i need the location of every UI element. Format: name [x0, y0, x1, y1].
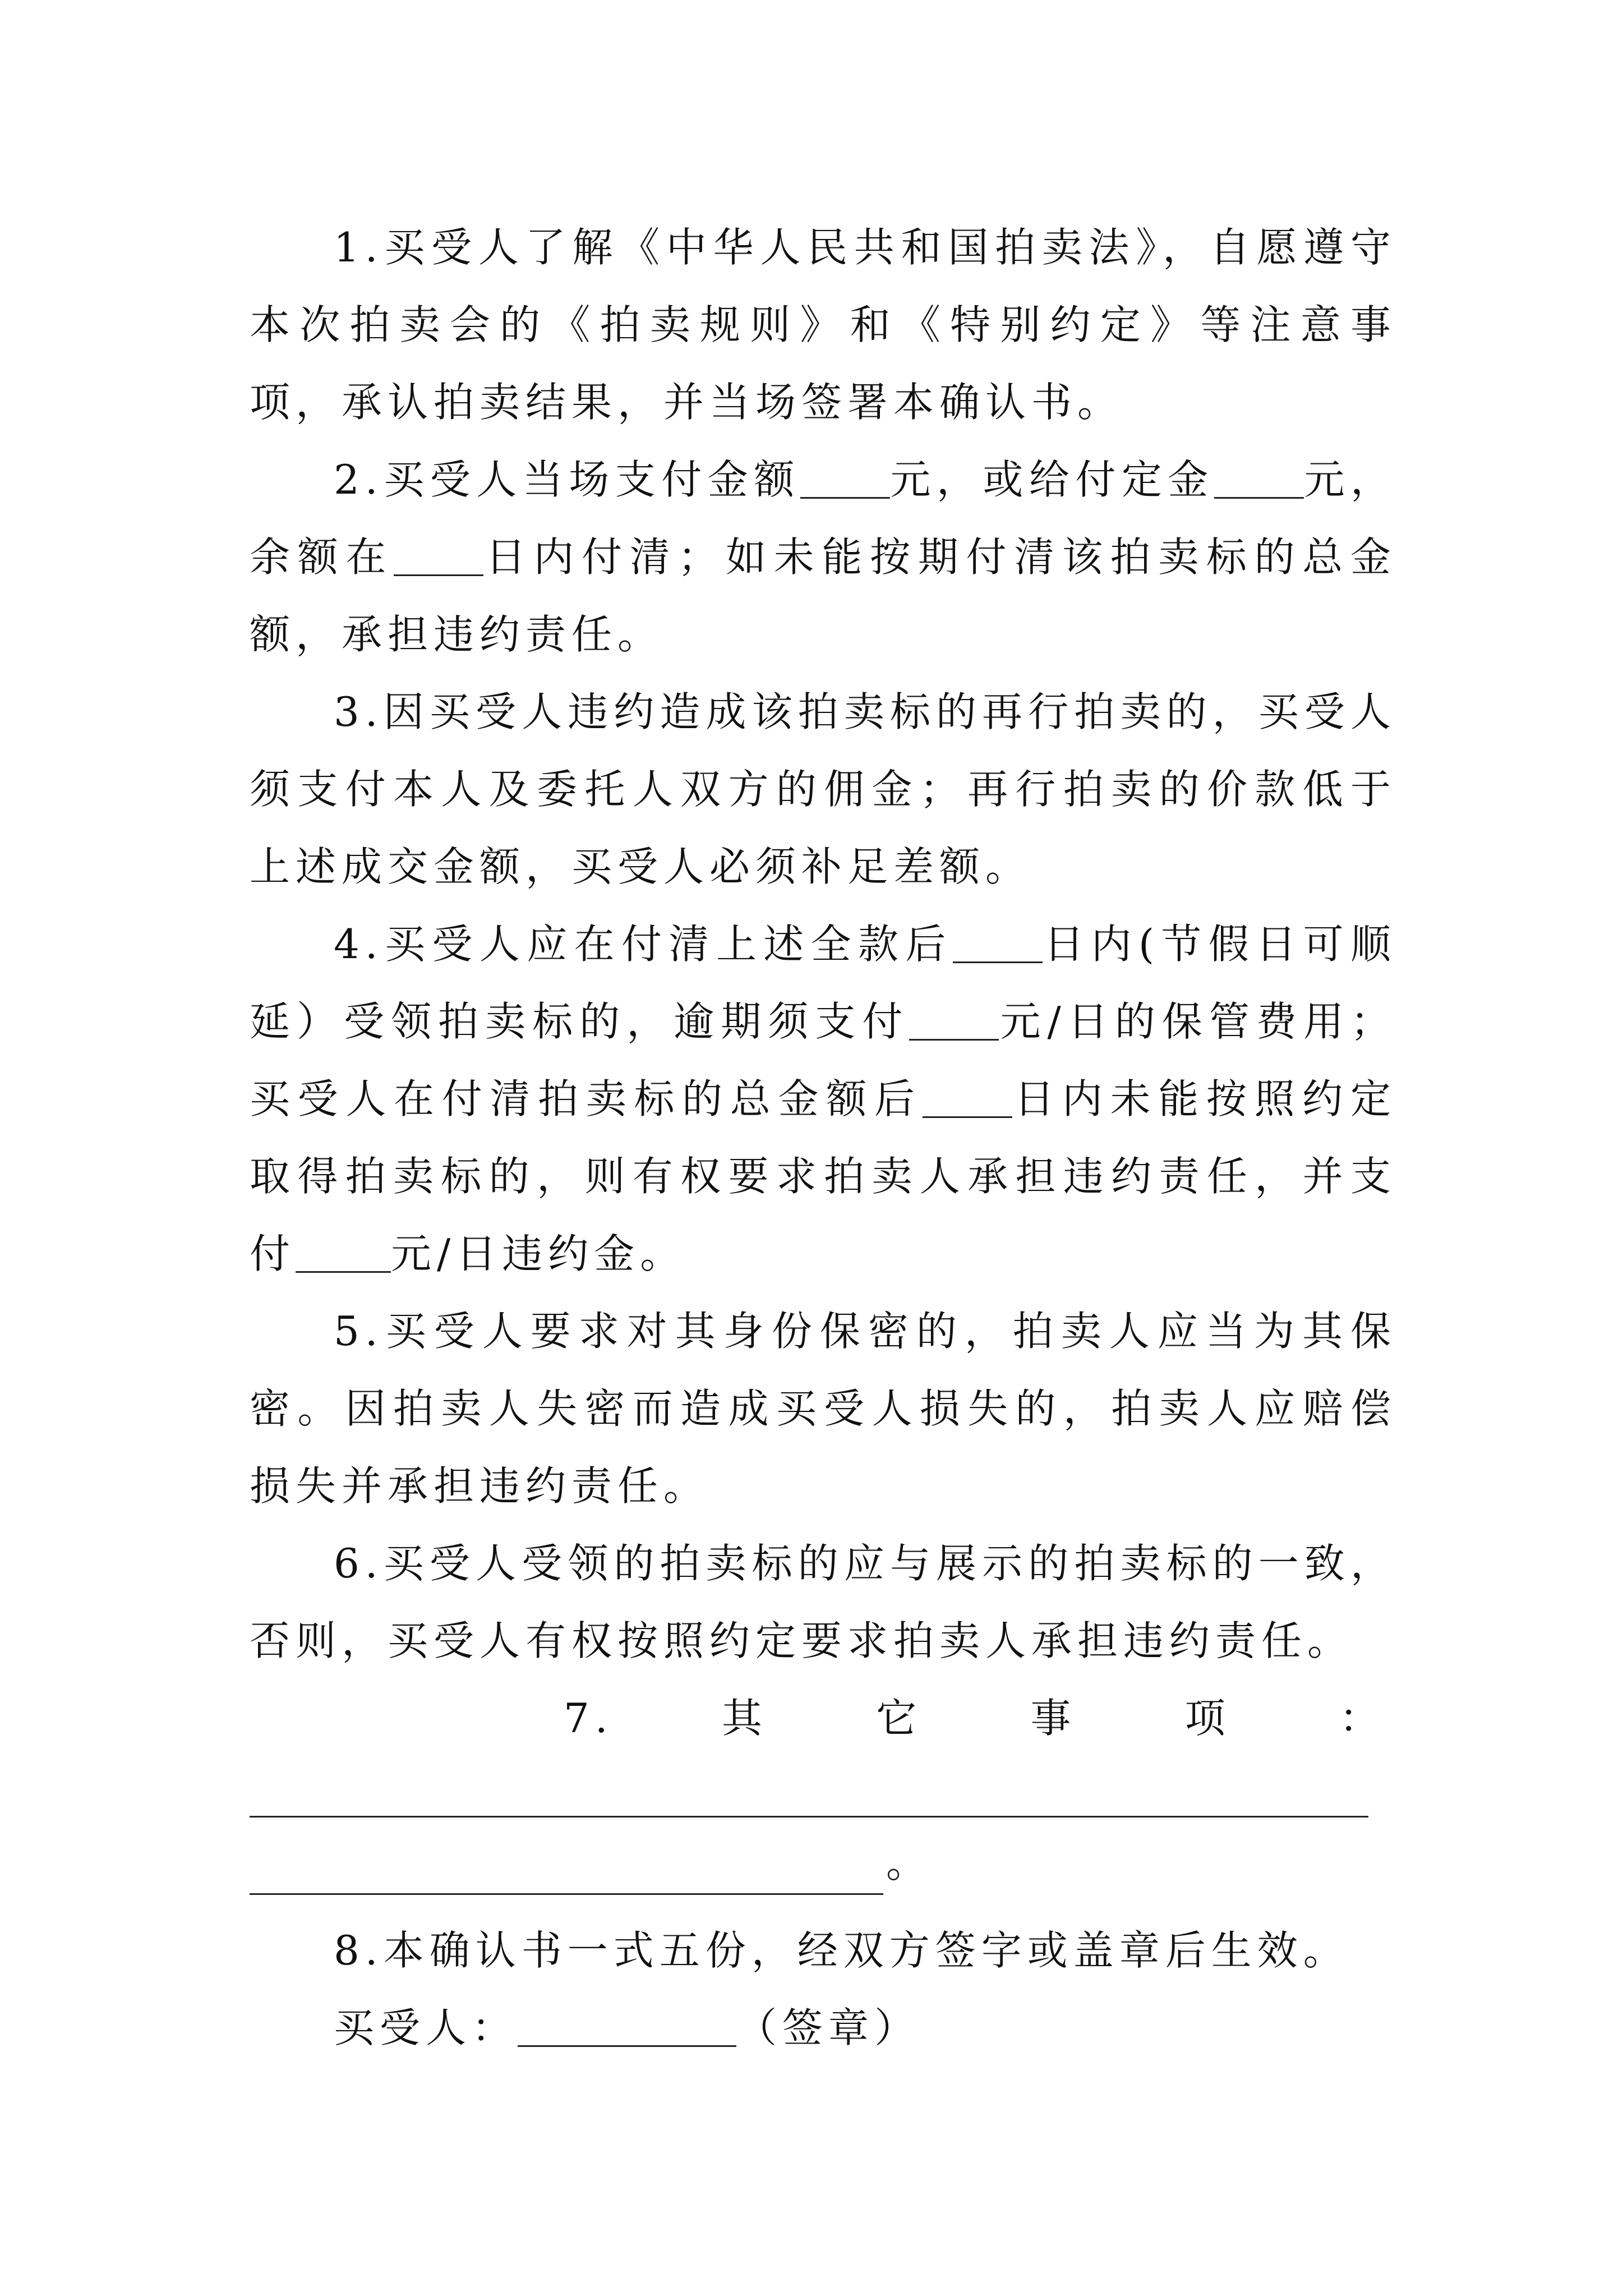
blank-underline: [250, 1816, 1368, 1818]
penalty-fee-blank: [296, 1231, 391, 1273]
balance-days-blank: [394, 534, 483, 576]
clause-4-text-b: 日内(节假日可顺延）受领拍卖标的，逾期须支付: [250, 921, 1396, 1045]
clause-4-text-c: 元/日的保管费用；买受人在付清拍卖标的总金额后: [250, 998, 1396, 1122]
clause-2-text-b: 元，或给付定金: [889, 456, 1214, 503]
clause-7-char: 它: [876, 1695, 923, 1742]
pickup-days-blank: [953, 921, 1043, 963]
signature-blank: [518, 2005, 736, 2047]
clause-2-text-a: 2.买受人当场支付金额: [334, 456, 800, 503]
clause-3: 3.因买受人违约造成该拍卖标的再行拍卖的，买受人须支付本人及委托人双方的佣金；再行拍卖的价款低于上述成交金额，买受人必须补足差额。: [250, 688, 1396, 890]
payment-amount-blank: [800, 457, 890, 499]
signature-suffix: （签章）: [736, 2004, 921, 2051]
clause-8: 8.本确认书一式五份，经双方签字或盖章后生效。: [334, 1927, 1349, 1974]
signature-line: [250, 1989, 1396, 2067]
clause-7-char: 其: [721, 1695, 768, 1742]
clause-4-text-e: 元/日违约金。: [391, 1230, 686, 1277]
delivery-days-blank: [923, 1076, 1012, 1118]
clause-2-text-d: 日内付清；如未能按期付清该拍卖标的总金额，承担违约责任。: [250, 533, 1396, 658]
blank-underline: [250, 1893, 883, 1895]
clause-2-text-c: 元，余额在: [250, 456, 1396, 581]
clause-5: 5.买受人要求对其身份保密的，拍卖人应当为其保密。因拍卖人失密而造成买受人损失的，拍卖人应赔偿损失并承担违约责任。: [250, 1308, 1396, 1510]
document-body: [250, 209, 1396, 2067]
clause-7-char: 项: [1184, 1695, 1231, 1742]
deposit-amount-blank: [1214, 457, 1304, 499]
storage-fee-blank: [909, 999, 999, 1041]
clause-7-char: 事: [1030, 1695, 1077, 1742]
clause-6: 6.买受人受领的拍卖标的应与展示的拍卖标的一致，否则，买受人有权按照约定要求拍卖人承担违约责任。: [250, 1540, 1396, 1664]
clause-7-period: 。: [886, 1839, 933, 1887]
clause-1: 1.买受人了解《中华人民共和国拍卖法》，自愿遵守本次拍卖会的《拍卖规则》和《特别约定》等注意事项，承认拍卖结果，并当场签署本确认书。: [250, 224, 1396, 426]
clause-7-heading: [250, 1680, 1396, 1757]
clause-2: [250, 441, 1396, 673]
clause-4-text-a: 4.买受人应在付清上述全款后: [334, 921, 953, 968]
clause-4: [250, 905, 1396, 1292]
clause-7-colon: ：: [1339, 1695, 1385, 1742]
other-matters-line-1: [250, 1757, 1396, 1834]
clause-4-text-d: 日内未能按照约定取得拍卖标的，则有权要求拍卖人承担违约责任，并支付: [250, 1075, 1396, 1277]
other-matters-line-2: [250, 1834, 1396, 1912]
signature-label: 买受人：: [334, 2004, 518, 2051]
clause-7-number: 7.: [564, 1695, 614, 1742]
